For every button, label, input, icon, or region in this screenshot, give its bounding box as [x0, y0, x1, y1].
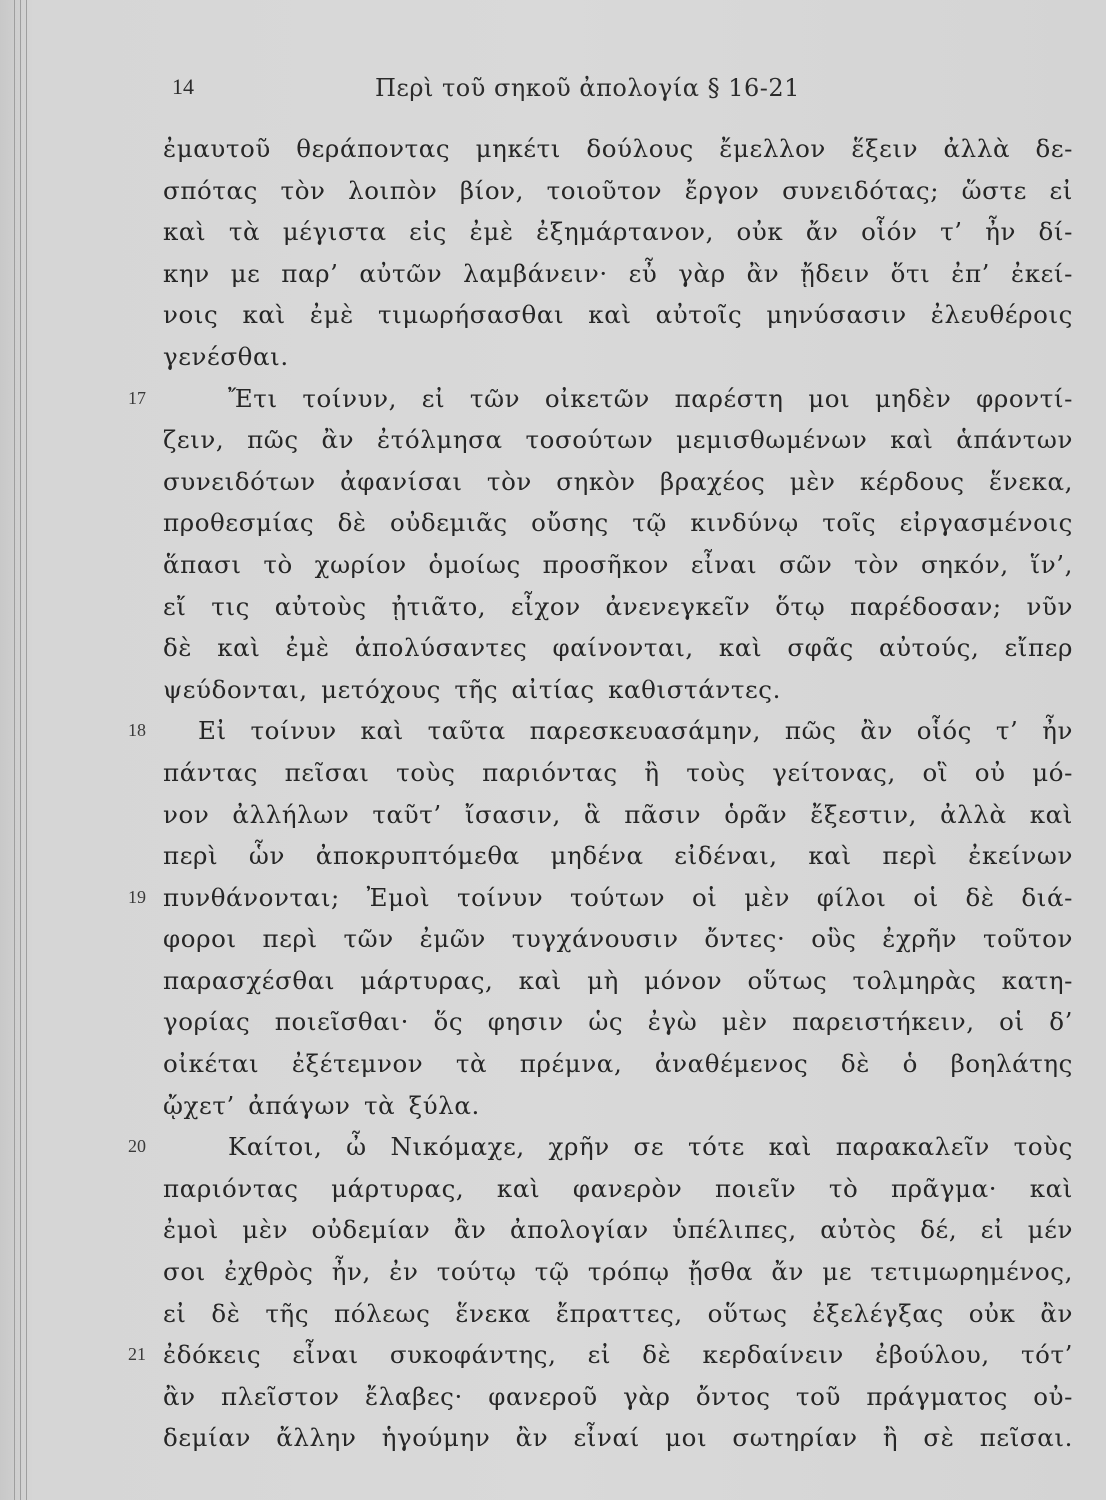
section-number: 17: [128, 387, 146, 408]
text-line: [0, 502, 1106, 544]
text-line: [0, 794, 1106, 836]
line-text: εἰ δὲ τῆς πόλεως ἕνεκα ἔπραττες, οὕτως ἐξελέγξας οὐκ ἂν: [163, 1298, 1073, 1328]
text-line: [0, 1293, 1106, 1335]
line-text: δὲ καὶ ἐμὲ ἀπολύσαντες φαίνονται, καὶ σφᾶς αὐτούς, εἴπερ: [163, 633, 1073, 663]
line-text: ζειν, πῶς ἂν ἐτόλμησα τοσούτων μεμισθωμένων καὶ ἁπάντων: [163, 425, 1073, 455]
text-line: [0, 294, 1106, 336]
line-text: ἅπασι τὸ χωρίον ὁμοίως προσῆκον εἶναι σῶν τὸν σηκόν, ἵν’,: [163, 549, 1073, 579]
text-line: [0, 669, 1106, 711]
page-number: 14: [172, 74, 194, 99]
text-line: [0, 128, 1106, 170]
text-line: [0, 461, 1106, 503]
text-line: [0, 960, 1106, 1002]
text-line: [0, 1126, 1106, 1168]
line-text: οἰκέται ἐξέτεμνον τὰ πρέμνα, ἀναθέμενος δὲ ὁ βοηλάτης: [163, 1049, 1073, 1079]
line-text: Εἰ τοίνυν καὶ ταῦτα παρεσκευασάμην, πῶς ἂν οἷός τ’ ἦν: [198, 716, 1073, 746]
section-number: 21: [128, 1344, 146, 1365]
line-text: φοροι περὶ τῶν ἐμῶν τυγχάνουσιν ὄντες· οὓς ἐχρῆν τοῦτον: [163, 924, 1073, 954]
line-text: συνειδότων ἀφανίσαι τὸν σηκὸν βραχέος μὲν κέρδους ἕνεκα,: [163, 466, 1073, 496]
text-line: [0, 1251, 1106, 1293]
text-line: [0, 419, 1106, 461]
line-text: γενέσθαι.: [163, 341, 289, 371]
text-line: [0, 1001, 1106, 1043]
line-text: νον ἀλλήλων ταῦτ’ ἴσασιν, ἃ πᾶσιν ὁρᾶν ἔξεστιν, ἀλλὰ καὶ: [163, 799, 1073, 829]
text-line: [0, 1376, 1106, 1418]
text-line: [0, 918, 1106, 960]
line-text: παρασχέσθαι μάρτυρας, καὶ μὴ μόνον οὕτως τολμηρὰς κατη-: [163, 965, 1073, 995]
line-text: πυνθάνονται; Ἐμοὶ τοίνυν τούτων οἱ μὲν φίλοι οἱ δὲ διά-: [163, 882, 1073, 912]
line-text: ἐδόκεις εἶναι συκοφάντης, εἰ δὲ κερδαίνειν ἐβούλου, τότ’: [163, 1340, 1073, 1370]
text-line: [0, 253, 1106, 295]
line-text: ᾤχετ’ ἀπάγων τὰ ξύλα.: [163, 1090, 480, 1120]
text-line: [0, 1334, 1106, 1376]
text-line: [0, 710, 1106, 752]
section-number: 20: [128, 1136, 146, 1157]
line-text: καὶ τὰ μέγιστα εἰς ἐμὲ ἐξημάρτανον, οὐκ ἄν οἷόν τ’ ἦν δί-: [163, 217, 1073, 247]
running-title: Περὶ τοῦ σηκοῦ ἀπολογία § 16-21: [375, 74, 800, 102]
line-text: ψεύδονται, μετόχους τῆς αἰτίας καθιστάντες.: [163, 674, 781, 704]
text-line: [0, 835, 1106, 877]
line-text: ἂν πλεῖστον ἔλαβες· φανεροῦ γὰρ ὄντος τοῦ πράγματος οὐ-: [163, 1381, 1073, 1411]
line-text: πάντας πεῖσαι τοὺς παριόντας ἢ τοὺς γείτονας, οἳ οὐ μό-: [163, 757, 1073, 787]
line-text: σπότας τὸν λοιπὸν βίον, τοιοῦτον ἔργον συνειδότας; ὥστε εἰ: [163, 175, 1073, 205]
page-header: [0, 70, 1106, 110]
text-line: [0, 877, 1106, 919]
text-line: [0, 170, 1106, 212]
text-line: [0, 752, 1106, 794]
text-line: [0, 544, 1106, 586]
line-text: προθεσμίας δὲ οὐδεμιᾶς οὔσης τῷ κινδύνῳ τοῖς εἰργασμένοις: [163, 508, 1073, 538]
text-line: [0, 211, 1106, 253]
text-line: [0, 1043, 1106, 1085]
text-line: [0, 586, 1106, 628]
text-line: [0, 1168, 1106, 1210]
line-text: ἐμαυτοῦ θεράποντας μηκέτι δούλους ἔμελλον ἕξειν ἀλλὰ δε-: [163, 134, 1073, 163]
line-text: Ἔτι τοίνυν, εἰ τῶν οἰκετῶν παρέστη μοι μηδὲν φροντί-: [228, 383, 1073, 413]
line-text: νοις καὶ ἐμὲ τιμωρήσασθαι καὶ αὐτοῖς μηνύσασιν ἐλευθέροις: [163, 300, 1073, 330]
text-line: [0, 336, 1106, 378]
line-text: δεμίαν ἄλλην ἡγούμην ἂν εἶναί μοι σωτηρίαν ἢ σὲ πεῖσαι.: [163, 1423, 1073, 1453]
line-text: εἴ τις αὐτοὺς ᾐτιᾶτο, εἶχον ἀνενεγκεῖν ὅτῳ παρέδοσαν; νῦν: [163, 591, 1073, 621]
text-line: [0, 627, 1106, 669]
line-text: ἐμοὶ μὲν οὐδεμίαν ἂν ἀπολογίαν ὑπέλιπες, αὐτὸς δέ, εἰ μέν: [163, 1215, 1073, 1245]
text-line: [0, 378, 1106, 420]
section-number: 19: [128, 886, 146, 907]
text-line: [0, 1417, 1106, 1459]
line-text: σοι ἐχθρὸς ἦν, ἐν τούτῳ τῷ τρόπῳ ᾔσθα ἄν με τετιμωρημένος,: [163, 1257, 1073, 1287]
section-number: 18: [128, 720, 146, 741]
line-text: περὶ ὧν ἀποκρυπτόμεθα μηδένα εἰδέναι, καὶ περὶ ἐκείνων: [163, 841, 1073, 871]
line-text: Καίτοι, ὦ Νικόμαχε, χρῆν σε τότε καὶ παρακαλεῖν τοὺς: [228, 1132, 1073, 1162]
line-text: κην με παρ’ αὐτῶν λαμβάνειν· εὖ γὰρ ἂν ᾔδειν ὅτι ἐπ’ ἐκεί-: [163, 258, 1073, 288]
line-text: γορίας ποιεῖσθαι· ὅς φησιν ὡς ἐγὼ μὲν παρειστήκειν, οἱ δ’: [163, 1007, 1073, 1037]
text-line: [0, 1085, 1106, 1127]
line-text: παριόντας μάρτυρας, καὶ φανερὸν ποιεῖν τὸ πρᾶγμα· καὶ: [163, 1173, 1073, 1203]
body-text: [0, 128, 1106, 1459]
text-line: [0, 1209, 1106, 1251]
